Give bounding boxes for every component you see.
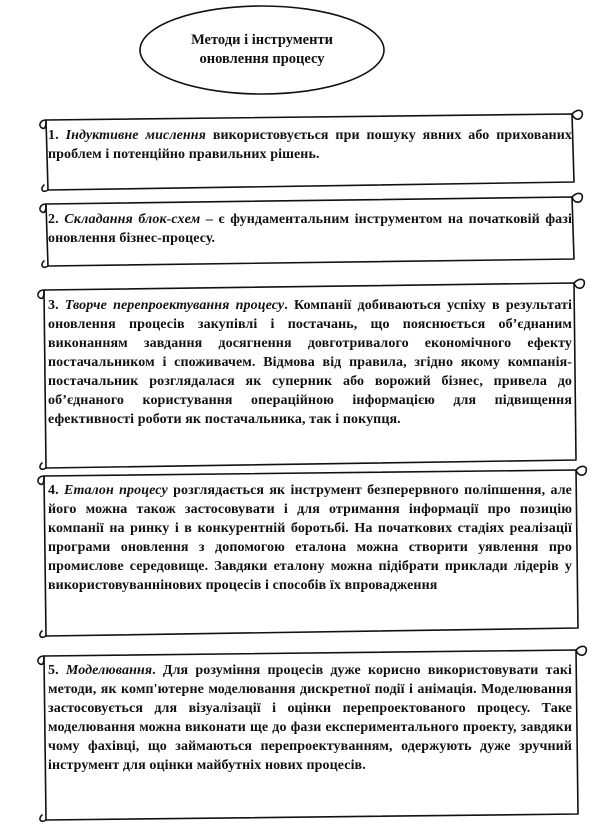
item-number: 5. (48, 663, 59, 678)
title-line-2: оновлення процесу (199, 51, 325, 67)
item-term: Складання блок-схем (64, 212, 201, 227)
item-term: Індуктивне мислення (65, 128, 206, 143)
title-line-1: Методи і інструменти (191, 32, 333, 48)
method-item-1 (48, 126, 572, 178)
method-item-3 (48, 296, 572, 448)
item-number: 1. (48, 128, 59, 143)
item-number: 3. (48, 298, 59, 313)
item-text: використовується при пошуку явних або прихованих проблем і потенційно правильних рішень. (48, 128, 572, 162)
item-text: . Компанії добиваються успіху в результаті оновлення процесів закупівлі і постачань, що пояснюється об’єднаним виконанням завдання досягнення довготривалого економічного ефекту постачальником і споживачем. Відмова від правила, згідно якому компанія-постачальник розглядалася як суперник або ворожий бізнес, привела до об’єднаного користування операційною інформацією для підвищення ефективності роботи як постачальника, так і покупця. (48, 298, 572, 427)
item-term: Моделювання (65, 663, 153, 678)
item-text: розглядається як інструмент безперервного поліпшення, але його можна також застосовувати і для отримання інформації про позицію компанії на ринку і в конкурентній боротьбі. На початкових стадіях реалізації програми оновлення з допомогою еталона можна створити уявлення про промислове середовище. Завдяки еталону можна підібрати приклади лідерів у використовуваннінових процесів і способів їх впровадження (48, 483, 572, 593)
method-item-5 (48, 661, 572, 811)
diagram-title (142, 8, 382, 92)
item-text: . Для розуміння процесів дуже корисно використовувати такі методи, як комп'ютерне моделювання дискретної події і анімація. Моделювання застосовується для візуалізації і оцінки перепроектованого процесу. Таке моделювання можна виконати ще до фази експериментального проекту, завдяки чому фахівці, що займаються перепроектуванням, одержують дуже зручний інструмент для оцінки майбутніх нових процесів. (48, 663, 572, 773)
item-text: – є фундаментальним інструментом на початковій фазі оновлення бізнес-процесу. (48, 212, 572, 246)
item-term: Еталон процесу (64, 483, 168, 498)
method-item-2 (48, 210, 572, 256)
method-item-4 (48, 481, 572, 621)
item-number: 4. (48, 483, 59, 498)
item-term: Творче перепроектування процесу (64, 298, 285, 313)
item-number: 2. (48, 212, 59, 227)
